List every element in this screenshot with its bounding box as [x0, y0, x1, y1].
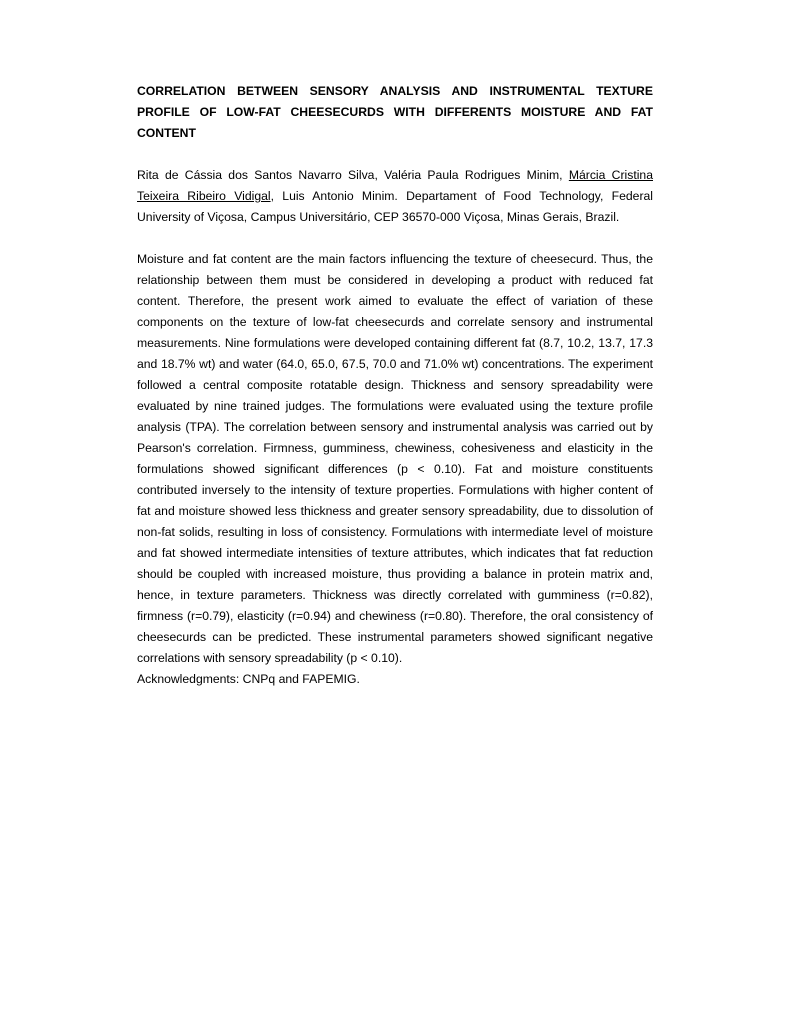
author-affiliation-rest: , Luis Antonio Minim. Departament of Food Technology, Federal University of Viçosa, Campus Universitário, CEP 36570-000 Viçosa, Minas Gerais, Brazil. — [137, 189, 653, 224]
presenting-author: Márcia Cristina Teixeira Ribeiro Vidigal — [137, 168, 653, 203]
abstract-text: Moisture and fat content are the main factors influencing the texture of cheesecurd. Thus, the relationship between them must be considered in developing a product with reduced fat content. Therefore, the present work aimed to evaluate the effect of variation of these components on the texture of low-fat cheesecurds and correlate sensory and instrumental measurements. Nine formulations were developed containing different fat (8.7, 10.2, 13.7, 17.3 and 18.7% wt) and water (64.0, 65.0, 67.5, 70.0 and 71.0% wt) concentrations. The experiment followed a central composite rotatable design. Thickness and sensory spreadability were evaluated by nine trained judges. The formulations were evaluated using the texture profile analysis (TPA). The correlation between sensory and instrumental analysis was carried out by Pearson's correlation. Firmness, gumminess, chewiness, cohesiveness and elasticity in the formulations showed significant differences (p < 0.10). Fat and moisture constituents contributed inversely to the intensity of texture properties. Formulations with higher content of fat and moisture showed less thickness and greater sensory spreadability, due to dissolution of non-fat solids, resulting in loss of consistency. Formulations with intermediate level of moisture and fat showed intermediate intensities of texture attributes, which indicates that fat reduction should be coupled with increased moisture, thus providing a balance in protein matrix and, hence, in texture parameters. Thickness was directly correlated with gumminess (r=0.82), firmness (r=0.79), elasticity (r=0.94) and chewiness (r=0.80). Therefore, the oral consistency of cheesecurds can be predicted. These instrumental parameters showed significant negative correlations with sensory spreadability (p < 0.10). — [137, 252, 653, 665]
author-affiliation — [137, 165, 653, 228]
paper-page — [137, 81, 653, 690]
author-list: Rita de Cássia dos Santos Navarro Silva, Valéria Paula Rodrigues Minim, — [137, 168, 563, 182]
acknowledgments: Acknowledgments: CNPq and FAPEMIG. — [137, 672, 360, 686]
paper-title: CORRELATION BETWEEN SENSORY ANALYSIS AND INSTRUMENTAL TEXTURE PROFILE OF LOW-FAT CHEESECURDS WITH DIFFERENTS MOISTURE AND FAT CONTENT — [137, 84, 653, 140]
